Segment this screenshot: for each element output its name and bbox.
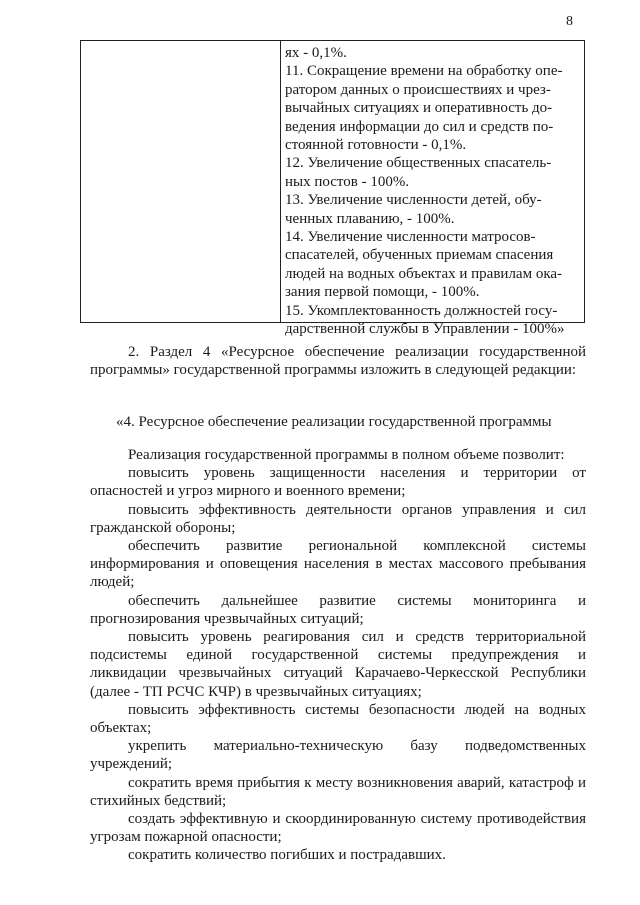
section-2-text: 2. Раздел 4 «Ресурсное обеспечение реализации государственной программы» государственной программы изложить в следующей редакции: xyxy=(90,344,586,379)
list-item: обеспечить развитие региональной комплексной системы информирования и оповещения населения в местах массового пребывания людей; xyxy=(90,538,586,591)
table-left-cell xyxy=(81,41,281,322)
list-item: сократить время прибытия к месту возникновения аварий, катастроф и стихийных бедствий; xyxy=(90,774,586,809)
list-intro: Реализация государственной программы в полном объеме позволит: xyxy=(128,447,565,463)
table-line: 11. Сокращение времени на обработку опе- xyxy=(285,63,563,80)
section-2-paragraph xyxy=(90,343,586,379)
table-line: 14. Увеличение численности матросов- xyxy=(285,229,536,246)
table-line: спасателей, обученных приемам спасения xyxy=(285,247,554,264)
table-right-cell xyxy=(285,44,581,339)
table-line: ченных плаванию, - 100%. xyxy=(285,210,455,227)
table-line: ных постов - 100%. xyxy=(285,173,410,190)
list-item: повысить уровень реагирования сил и средств территориальной подсистемы единой государственной системы предупреждения и ликвидации чрезвычайных ситуаций Карачаево-Черкесской Республики (далее - ТП РСЧС КЧР) в чрезвычайных ситуациях; xyxy=(90,629,586,700)
table-line: стоянной готовности - 0,1%. xyxy=(285,137,467,154)
table-line: дарственной службы в Управлении - 100%» xyxy=(285,321,565,338)
list-item: обеспечить дальнейшее развитие системы мониторинга и прогнозирования чрезвычайных ситуаций; xyxy=(90,592,586,627)
continuation-table xyxy=(80,40,585,338)
list-item: укрепить материально-техническую базу подведомственных учреждений; xyxy=(90,738,586,773)
section-4-heading: «4. Ресурсное обеспечение реализации государственной программы xyxy=(116,414,552,430)
table-line: 12. Увеличение общественных спасатель- xyxy=(285,155,552,172)
list-item: создать эффективную и скоординированную систему противодействия угрозам пожарной опасности; xyxy=(90,811,586,846)
list-item: повысить эффективность деятельности органов управления и сил гражданской обороны; xyxy=(90,501,586,536)
table-line: людей на водных объектах и правилам ока- xyxy=(285,265,563,282)
table-line: зания первой помощи, - 100%. xyxy=(285,284,480,301)
outcomes-list xyxy=(90,446,586,865)
table-line: 15. Укомплектованность должностей госу- xyxy=(285,302,558,319)
table-line: ях - 0,1%. xyxy=(285,45,347,61)
list-item: повысить эффективность системы безопасности людей на водных объектах; xyxy=(90,701,586,737)
table-line: ратором данных о происшествиях и чрез- xyxy=(285,81,551,98)
table-line: 13. Увеличение численности детей, обу- xyxy=(285,192,542,209)
table-line: ведения информации до сил и средств по- xyxy=(285,118,554,135)
list-item: повысить уровень защищенности населения и территории от опасностей и угроз мирного и военного времени; xyxy=(90,465,586,500)
list-item: сократить количество погибших и пострадавших. xyxy=(128,847,446,864)
table-line: вычайных ситуациях и оперативность до- xyxy=(285,100,553,117)
page-number: 8 xyxy=(566,14,573,29)
